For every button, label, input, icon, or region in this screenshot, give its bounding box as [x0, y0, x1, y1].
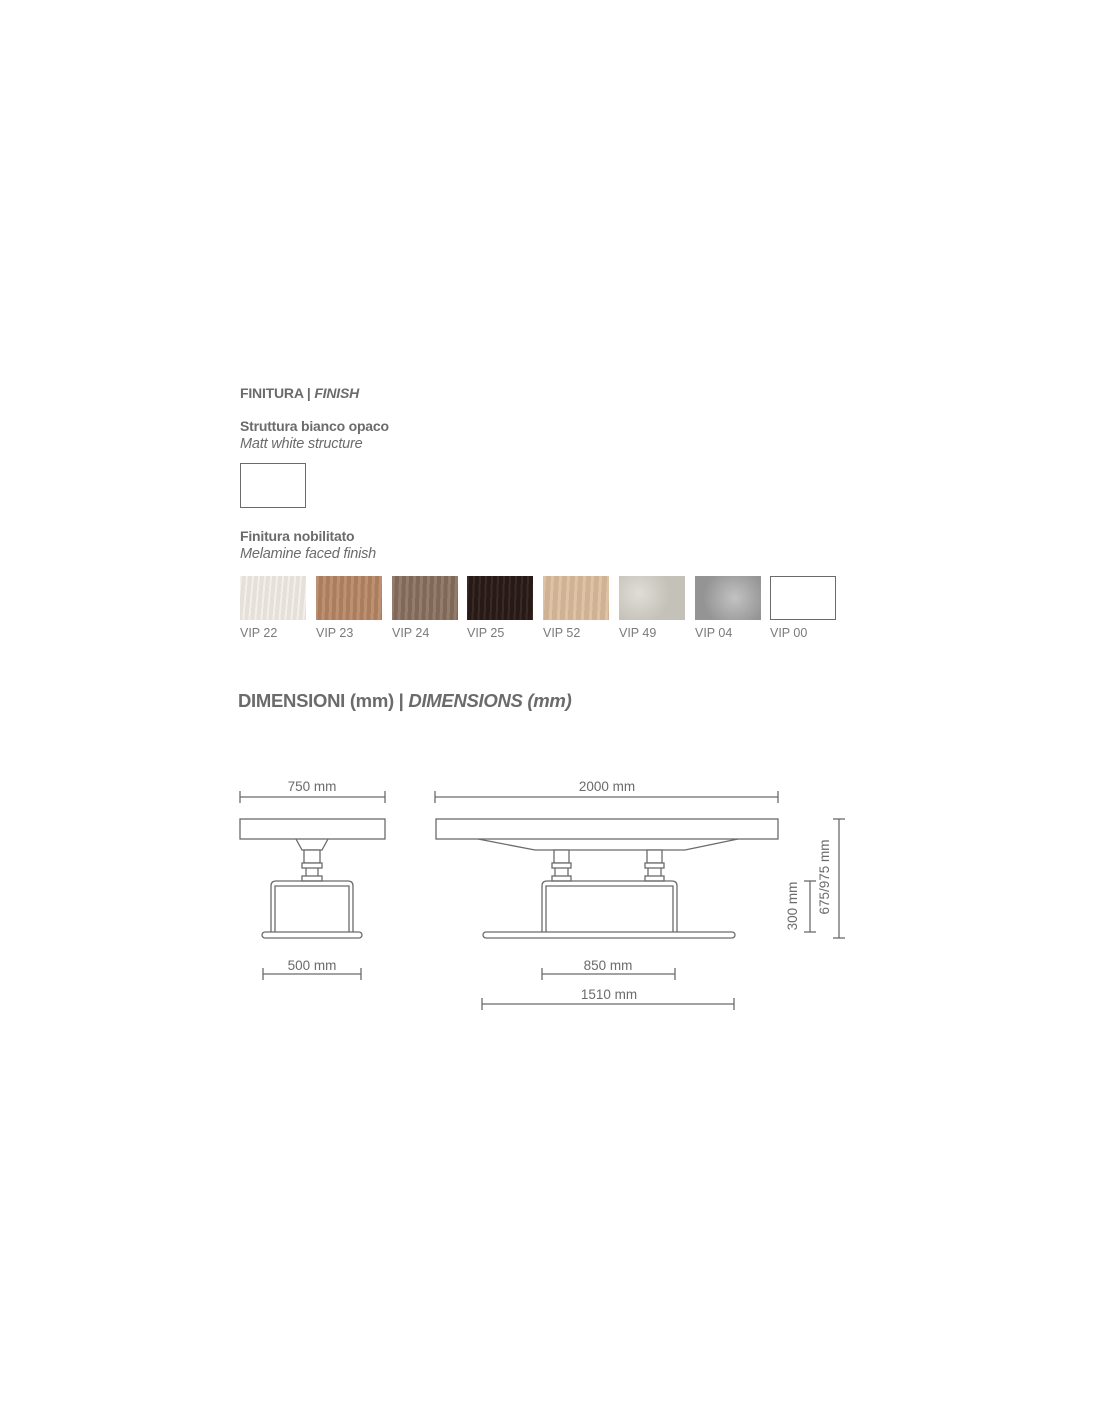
finish-swatch-label: VIP 00 — [770, 626, 808, 640]
front-top-width-label: 2000 mm — [578, 779, 636, 794]
finish-swatch-label: VIP 52 — [543, 626, 581, 640]
finish-swatch-label: VIP 24 — [392, 626, 430, 640]
finish-swatch-label: VIP 25 — [467, 626, 505, 640]
finish-swatch-label: VIP 04 — [695, 626, 733, 640]
finish-swatch-label: VIP 22 — [240, 626, 278, 640]
finish-title-italian: FINITURA | — [240, 385, 311, 401]
total-height-label: 675/975 mm — [817, 839, 832, 915]
dimensions-title-italian: DIMENSIONI (mm) | — [238, 690, 404, 711]
melamine-subtitle: Melamine faced finish — [240, 546, 377, 562]
melamine-title: Finitura nobilitato — [240, 528, 355, 544]
front-inner-width-label: 850 mm — [583, 958, 633, 973]
finish-swatch-label: VIP 23 — [316, 626, 354, 640]
finish-title-english: FINISH — [314, 385, 360, 401]
side-top-width-label: 750 mm — [287, 779, 337, 794]
side-view-drawing — [240, 791, 385, 980]
dimensions-title-english: DIMENSIONS (mm) — [408, 690, 572, 711]
side-base-width-label: 500 mm — [287, 958, 337, 973]
structure-title: Struttura bianco opaco — [240, 418, 389, 434]
front-base-width-label: 1510 mm — [580, 987, 638, 1002]
finish-swatch-label: VIP 49 — [619, 626, 657, 640]
base-height-label: 300 mm — [785, 881, 800, 931]
structure-subtitle: Matt white structure — [240, 436, 363, 452]
front-view-drawing — [435, 791, 778, 1010]
